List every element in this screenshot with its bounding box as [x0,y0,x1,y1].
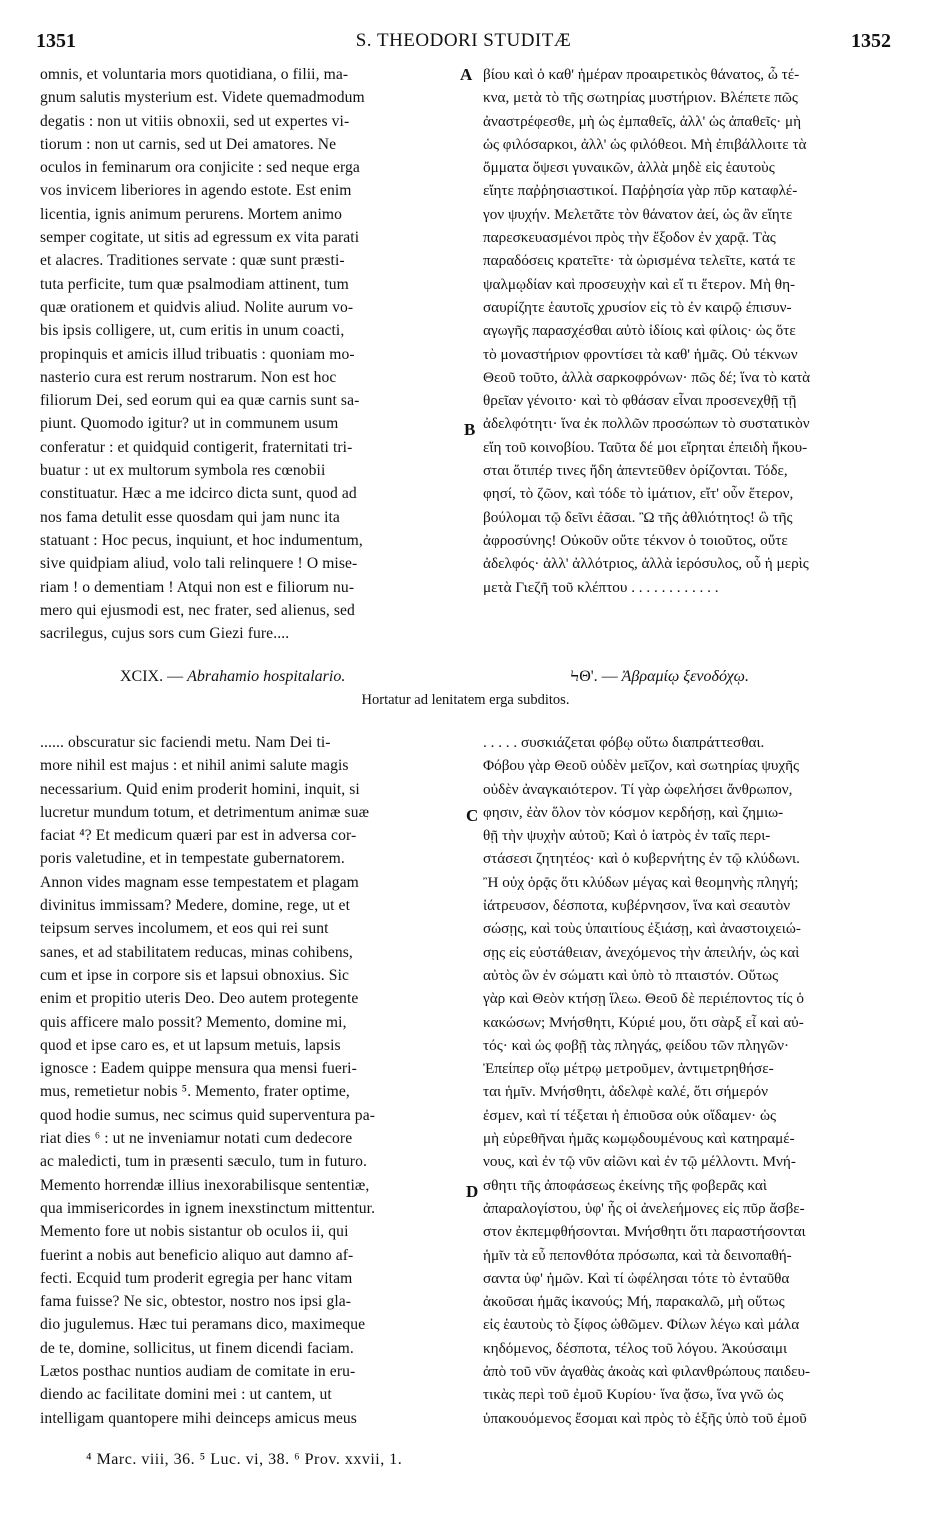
greek-text-line: κηδόμενος, δέσποτα, τέλος τοῦ λόγου. Ἀκούσαιμι [483,1339,788,1357]
latin-section-heading [120,668,345,686]
latin-text-line: ignosce : Eadem quippe mensura qua mensi fueri- [40,1060,357,1078]
greek-text-line: ἀφροσύνης! Οὐκοῦν οὔτε τέκνον ὁ τοιοῦτος, οὔτε [483,531,788,549]
greek-section-number: ϞΘ'. — [570,668,622,685]
latin-column-bottom [40,731,458,1430]
margin-marker-d: D [466,1182,479,1201]
latin-text-line: statuant : Hoc pecus, inquiunt, et hoc indumentum, [40,531,363,549]
greek-text-line: θρεῖαν γένοιτο· καὶ τὸ φθάσαν εἶναι προσενεχθῇ τῇ [483,392,797,410]
latin-text-line: riam ! o dementiam ! Atqui non est e filiorum nu- [40,578,355,596]
page-header [36,30,891,60]
footnotes: ⁴ Marc. viii, 36. ⁵ Luc. vi, 38. ⁶ Prov. xxvii, 1. [86,1451,403,1468]
latin-text-line: necessarium. Quid enim proderit homini, inquit, si [40,780,360,798]
greek-text-line: Φόβου γὰρ Θεοῦ οὐδὲν μεῖζον, καὶ σωτηρίας ψυχῆς [483,757,800,775]
latin-text-line: intelligam quantopere mihi deinceps amicus meus [40,1409,357,1427]
latin-text-line: sive quidpiam aliud, volo tali relinquere ! O mise- [40,555,358,573]
latin-text-line: licentia, ignis animum perurens. Mortem animo [40,205,343,223]
greek-text-line: Ἐπείπερ οἵῳ μέτρῳ μετροῦμεν, ἀντιμετρηθήσε- [483,1060,774,1078]
latin-text-line: degatis : non ut vitiis obnoxii, sed ut expertes vi- [40,112,350,130]
greek-text-line: κνα, μετὰ τὸ τῆς σωτηρίας μυστήριον. Βλέπετε πῶς [483,89,798,107]
greek-text-line: εἰς ἑαυτοὺς τὸ ξίφος ὠθῶμεν. Φίλων λέγω καὶ μάλα [483,1316,800,1334]
greek-text-line: φησί, τὸ ζῶον, καὶ τόδε τὸ ἱμάτιον, εἴτ' οὖν ἕτερον, [483,485,794,503]
greek-text-line: ται ἡμῖν. Μνήσθητι, ἀδελφὲ καλέ, ὅτι σήμερόν [483,1083,768,1101]
latin-text-line: Memento fore ut nobis sistantur ob oculos ii, qui [40,1223,349,1241]
greek-text-line: ὄμματα ὄψεσι γυναικῶν, ἀλλὰ μηδὲ εἰς ἑαυτοὺς [483,159,775,177]
latin-text-line: Annon vides magnam esse tempestatem et plagam [40,873,359,891]
latin-text-line: ...... obscuratur sic faciendi metu. Nam Dei ti- [40,734,331,751]
greek-text-line: Θεοῦ τοῦτο, ἀλλὰ σαρκοφρόνων· πῶς δέ; ἵνα τὸ κατὰ [483,368,811,386]
greek-column-top [483,63,903,599]
greek-text-line: ἰάτρευσον, δέσποτα, κυβέρνησον, ἵνα καὶ σεαυτὸν [483,897,791,915]
latin-text-line: gnum salutis mysterium est. Videte quemadmodum [40,89,365,107]
greek-text-line: θῇ τὴν ψυχὴν αὐτοῦ; Καὶ ὁ ἰατρὸς ἐν ταῖς περι- [483,827,771,845]
latin-text-line: conferatur : et quidquid contigerit, fraternitati tri- [40,438,353,456]
greek-text-line: Ἢ οὐχ ὁρᾷς ὅτι κλύδων μέγας καὶ θεομηνὴς πληγή; [483,873,799,891]
greek-text-line: οὐδὲν ἀναγκαιότερον. Τί γὰρ ὠφελήσει ἄνθρωπον, [483,780,793,798]
greek-text-line: ἡμῖν τὰ εὖ πεπονθότα πρόσωπα, καὶ τὰ δεινοπαθή- [483,1246,792,1264]
greek-column-bottom [483,731,903,1430]
page-number-left: 1351 [36,30,76,52]
latin-text-line: mus, remetietur nobis ⁵. Memento, frater optime, [40,1083,350,1101]
latin-text-line: divinitus immissam? Medere, domine, rege, ut et [40,897,351,915]
greek-text-line: αγωγῆς παρασχέσθαι αὐτὸ ἰδίοις καὶ φίλοις· ὡς ὅτε [483,322,796,340]
latin-text-line: de te, domine, sollicitus, ut finem dicendi faciam. [40,1339,354,1357]
greek-section-name: Ἀβραμίῳ ξενοδόχῳ. [621,668,749,685]
greek-text-line: σαυρίζητε ἑαυτοῖς χρυσίον εἰς τὸ ἐν καιρῷ ἐπισυν- [483,298,792,316]
latin-text-line: ac maledicti, tum in præsenti sæculo, tum in futuro. [40,1153,367,1171]
latin-text-line: teipsum serves incolumem, et eos qui rei sunt [40,920,329,938]
greek-text-line: ἀπὸ τοῦ νῦν ἀγαθὰς ἀκοὰς καὶ φιλανθρώπους παιδευ- [483,1363,811,1381]
greek-text-line: στάσεσι ζητητέος· καὶ ὁ κυβερνήτης ἐν τῷ κλύδωνι. [483,850,800,868]
latin-text-line: qua immisericordes in ignem inexstinctum mittentur. [40,1199,376,1217]
latin-section-number: XCIX. — [120,668,188,685]
greek-text-line: ἀδελφότητι· ἵνα ἐκ πολλῶν προσώπων τὸ συστατικὸν [483,415,810,433]
latin-text-line: sacrilegus, cujus sors cum Giezi fure.... [40,625,290,643]
greek-text-line: μετὰ Γιεζῆ τοῦ κλέπτου . . . . . . . . . . . . [483,578,719,596]
latin-text-line: semper cogitate, ut sitis ad egressum ex vita parati [40,229,360,247]
latin-text-line: propinquis et amicis illud tribuatis : quoniam mo- [40,345,355,363]
latin-text-line: more nihil est majus : et nihil animi salute magis [40,757,349,775]
greek-text-line: κακώσων; Μνήσθητι, Κύριέ μου, ὅτι σὰρξ εἶ καὶ αὐ- [483,1013,804,1031]
greek-text-line: εἴη τοῦ κοινοβίου. Ταῦτα δέ μοι εἴρηται ἐπειδὴ ἤκου- [483,438,808,456]
greek-text-line: μὴ εὑρεθῆναι ἡμᾶς κωμῳδουμένους καὶ κατηραμέ- [483,1130,795,1148]
latin-text-line: sanes, et ad stabilitatem reducas, minas cohibens, [40,943,353,961]
greek-text-line: σῃς εἰς εὐστάθειαν, ἀνεχόμενος τὴν ἀπειλήν, ὡς καὶ [483,943,800,961]
latin-text-line: bis ipsis colligere, ut, cum eritis in unum coacti, [40,322,345,340]
greek-text-line: τικὰς περὶ τοῦ ἐμοῦ Κυρίου· ἵνα ᾄσω, ἵνα γνῶ ὡς [483,1386,784,1404]
latin-text-line: fama fuisse? Ne sic, obtestor, nostro nos ipsi gla- [40,1293,352,1311]
greek-text-line: αὐτὸς ὢν ἐν σώματι καὶ ὑπὸ τὸ πταιστόν. Οὕτως [483,966,779,984]
greek-text-line: στον ἐκπεμφθήσονται. Μνήσθητι ὅτι παραστήσονται [483,1223,806,1241]
running-title: S. THEODORI STUDITÆ [355,30,572,51]
greek-text-line: σαντα ὑφ' ἡμῶν. Καὶ τί ὠφέλησαι τότε τὸ ἐνταῦθα [483,1269,790,1287]
latin-text-line: cum et ipse in corpore sis et lapsui obnoxius. Sic [40,966,350,984]
latin-text-line: tuta perficite, tum quæ psalmodiam attinent, tum [40,275,349,293]
greek-text-line: βίου καὶ ὁ καθ' ἡμέραν προαιρετικὸς θάνατος, ὦ τέ- [483,66,800,83]
latin-text-line: nos fama detulit esse quosdam qui jam nunc ita [40,508,340,526]
latin-section-name: Abrahamio hospitalario. [187,668,346,685]
page-number-right: 1352 [851,30,891,52]
greek-text-line: σώσῃς, καὶ τοὺς ὑπαιτίους ἐξιάσῃ, καὶ ἀναστοιχειώ- [483,920,801,938]
greek-text-line: ὑπακουόμενος ἔσομαι καὶ πρὸς τὸ ἑξῆς ὑπὸ τοῦ ἐμοῦ [483,1409,807,1427]
latin-text-line: diendo ac facilitate domini mei : ut cantem, ut [40,1386,332,1404]
latin-text-line: buatur : ut ex multorum symbola res cœnobii [40,462,326,480]
latin-text-line: quod et ipse caro es, et ut lapsum metuis, lapsis [40,1036,341,1054]
greek-text-line: ἀναστρέφεσθε, μὴ ὡς ἐμπαθεῖς, ἀλλ' ὡς ἀπαθεῖς· μὴ [483,112,802,130]
latin-column-top [40,63,458,645]
greek-text-line: γον ψυχήν. Μελετᾶτε τὸν θάνατον ἀεί, ὡς ἂν εἴητε [483,205,793,223]
latin-text-line: Memento horrendæ illius inexorabilisque sententiæ, [40,1176,370,1194]
latin-text-line: tiorum : non ut carnis, sed ut Dei amatores. Ne [40,135,337,153]
margin-marker-b: B [464,420,476,439]
latin-text-line: quod hodie sumus, nec scimus quid superventura pa- [40,1106,376,1124]
greek-text-line: ἐσμεν, καὶ τί τέξεται ἡ ἐπιοῦσα οὐκ οἴδαμεν· ὡς [483,1106,776,1124]
latin-text-line: fuerint a nobis aut beneficio aliquo aut damno af- [40,1246,354,1264]
greek-text-line: παρεσκευασμένοι πρὸς τὴν ἔξοδον ἐν χαρᾷ. Τὰς [483,229,776,247]
greek-text-line: εἴητε παῤῥησιαστικοί. Παῤῥησία γὰρ πῦρ καταφλέ- [483,182,798,200]
greek-text-line: βούλομαι τῷ δεῖνι ἐᾶσαι. Ὢ τῆς ἀθλιότητος! ὢ τῆς [483,508,793,526]
greek-text-line: σται ὅτιπέρ τινες ἤδη ἀπεντεῦθεν ὁρίζονται. Τόδε, [483,462,788,480]
latin-text-line: Lætos posthac nuntios audiam de comitate in eru- [40,1363,356,1381]
greek-text-line: ἀπαραλογίστου, ὑφ' ἧς οἱ ἀνελεήμονες εἰς πῦρ ἄσβε- [483,1199,805,1217]
latin-text-line: enim et propitio uteris Deo. Deo autem protegente [40,990,359,1008]
latin-text-line: vos invicem liberiores in agendo estote. Est enim [40,182,352,200]
latin-text-line: lucretur mundum totum, et detrimentum animæ suæ [40,803,370,821]
section-subtitle: Hortatur ad lenitatem erga subditos. [361,692,570,708]
greek-section-heading [570,668,749,686]
greek-text-line: τὸ μοναστήριον φροντίσει τὰ καθ' ἡμᾶς. Οὐ τέκνων [483,345,798,363]
greek-text-line: ἀκοῦσαι ἡμᾶς ἱκανούς; Μή, παρακαλῶ, μὴ οὕτως [483,1293,785,1311]
greek-text-line: . . . . . συσκιάζεται φόβῳ οὕτω διαπράττεσθαι. [483,734,765,751]
latin-text-line: filiorum Dei, sed eorum qui ea quæ carnis sunt sa- [40,392,360,410]
greek-text-line: νους, καὶ ἐν τῷ νῦν αἰῶνι καὶ ἐν τῷ μέλλοντι. Μνή- [483,1153,796,1171]
greek-text-line: γὰρ καὶ Θεὸν κτήσῃ ἵλεω. Θεοῦ δὲ περιέποντος τίς ὁ [483,990,804,1008]
latin-text-line: quæ orationem et quidvis aliud. Nolite aurum vo- [40,298,354,316]
greek-text-line: σθητι τῆς ἀποφάσεως ἐκείνης τῆς φοβερᾶς καὶ [483,1176,767,1194]
greek-text-line: φησιν, ἐὰν ὅλον τὸν κόσμον κερδήσῃ, καὶ ζημιω- [483,803,784,821]
greek-text-line: ἀδελφός· ἀλλ' ἀλλότριος, ἀλλὰ ἱερόσυλος, οὗ ἡ μερὶς [483,555,809,573]
latin-text-line: quis afficere malo possit? Memento, domine mi, [40,1013,347,1031]
latin-text-line: mero qui ejusmodi est, nec frater, sed alienus, sed [40,601,355,619]
latin-text-line: omnis, et voluntaria mors quotidiana, o filii, ma- [40,66,349,83]
latin-text-line: constituatur. Hæc a me idcirco dicta sunt, quod ad [40,485,357,503]
greek-text-line: τός· καὶ ὡς φοβῇ τὰς πληγάς, φείδου τῶν πληγῶν· [483,1036,790,1054]
latin-text-line: et alacres. Traditiones servate : quæ sunt præsti- [40,252,345,270]
greek-text-line: ὡς φιλόσαρκοι, ἀλλ' ὡς φιλόθεοι. Μὴ ἐπιβάλλοιτε τὰ [483,135,807,153]
latin-text-line: riat dies ⁶ : ut ne inveniamur notati cum dedecore [40,1130,353,1148]
latin-text-line: piunt. Quomodo igitur? ut in communem usum [40,415,339,433]
latin-text-line: nasterio cura est rerum nostrarum. Non est hoc [40,368,337,386]
greek-text-line: παραδόσεις κρατεῖτε· τὰ ὡρισμένα τελεῖτε, κατά τε [483,252,796,270]
latin-text-line: oculos in feminarum ora conjicite : sed neque erga [40,159,360,177]
latin-text-line: fecti. Ecquid tum proderit egregia per hanc vitam [40,1269,353,1287]
latin-text-line: dio jugulemus. Hæc tui peramans dico, maximeque [40,1316,366,1334]
latin-text-line: faciat ⁴? Et medicum quæri par est in adversa cor- [40,827,357,845]
greek-text-line: ψαλμῳδίαν καὶ προσευχὴν καὶ εἴ τι ἕτερον. Μὴ θη- [483,275,796,293]
latin-text-line: poris valetudine, et in tempestate gubernatorem. [40,850,345,868]
margin-marker-c: C [466,806,479,825]
margin-marker-a: A [460,65,473,84]
